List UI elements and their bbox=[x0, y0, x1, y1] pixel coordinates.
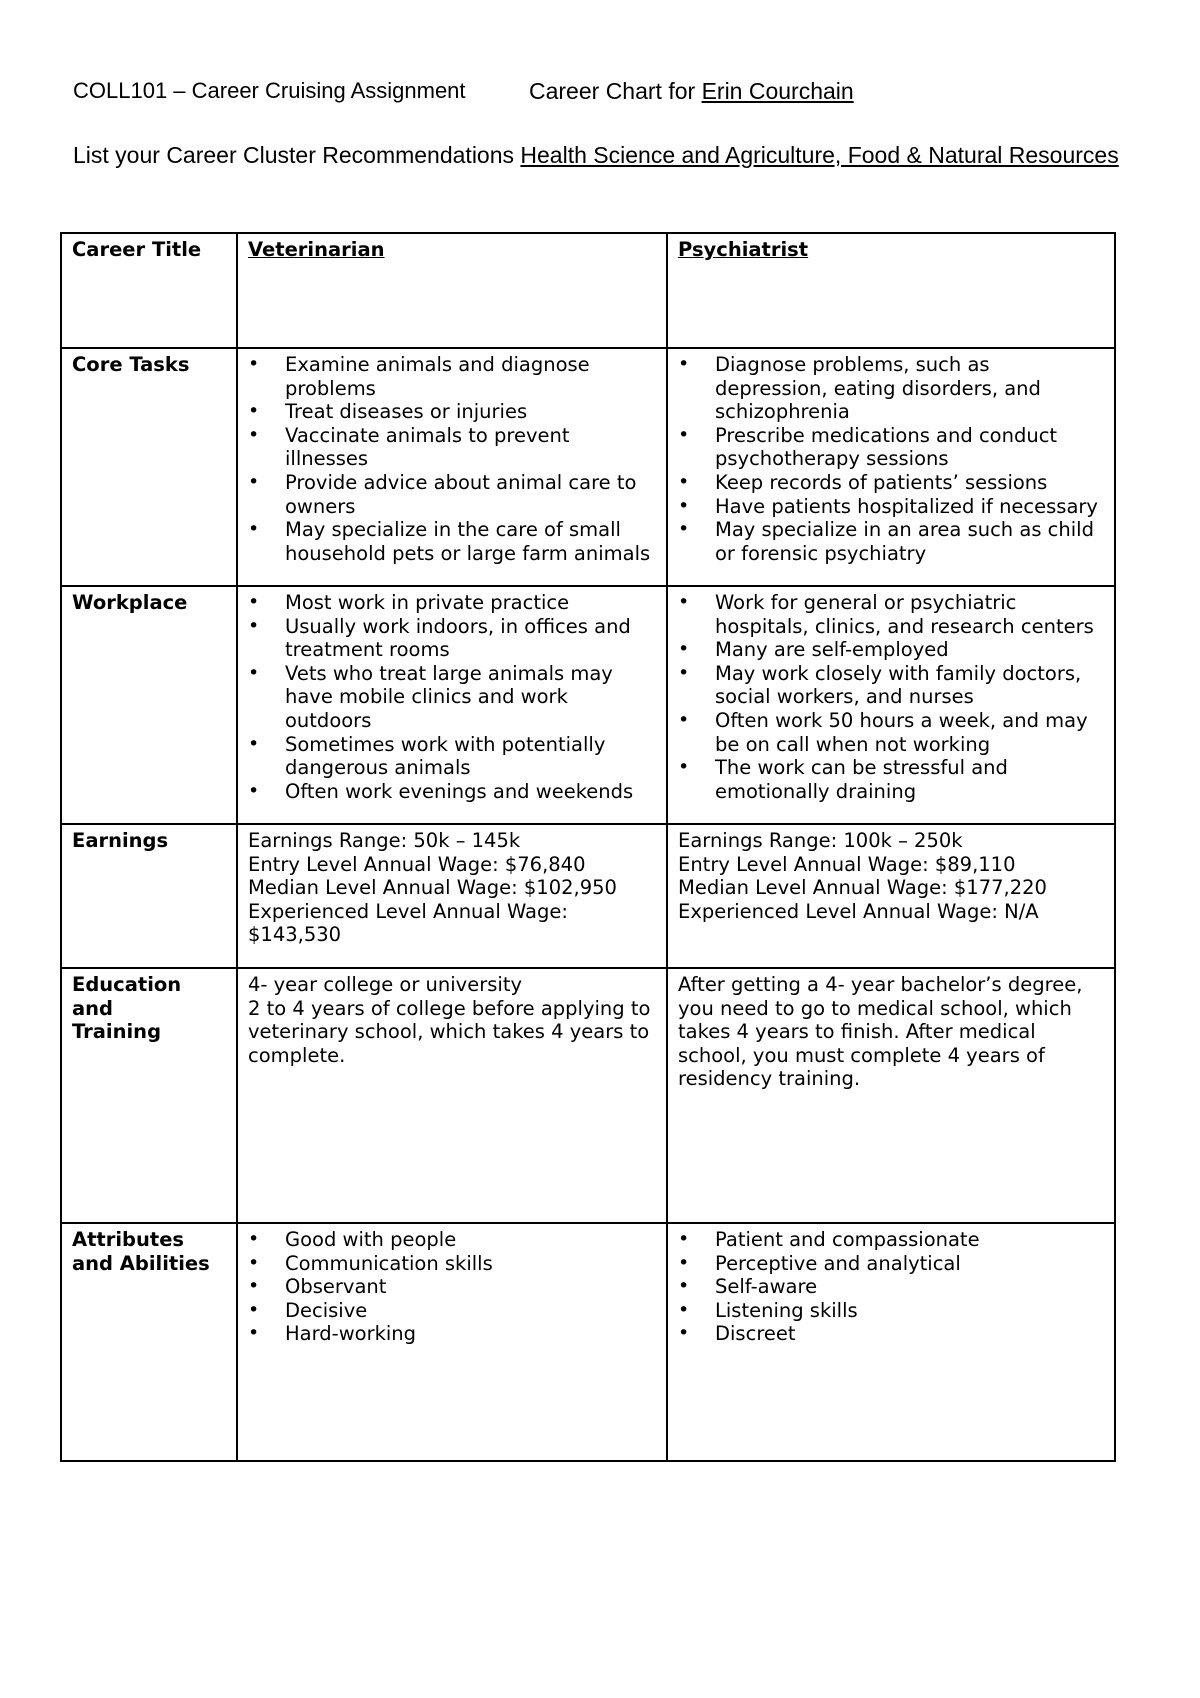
row-core-tasks bbox=[61, 348, 1115, 586]
education-line: 2 to 4 years of college before applying to veterinary school, which takes 4 years to complete. bbox=[248, 996, 651, 1067]
row-earnings bbox=[61, 824, 1115, 968]
core-task-item: • Treat diseases or injuries bbox=[248, 400, 656, 424]
core-task-item: • May specialize in the care of small household pets or large farm animals bbox=[248, 518, 656, 565]
workplace-item: • Work for general or psychiatric hospitals, clinics, and research centers bbox=[678, 591, 1104, 638]
course-title: COLL101 – Career Cruising Assignment bbox=[73, 78, 466, 103]
student-name: Erin Courchain bbox=[701, 78, 854, 104]
core-tasks-veterinarian bbox=[237, 348, 667, 586]
row-career-title bbox=[61, 233, 1115, 348]
core-task-item: • Vaccinate animals to prevent illnesses bbox=[248, 424, 656, 471]
row-label-workplace: Workplace bbox=[61, 586, 237, 824]
attribute-item: • Communication skills bbox=[248, 1252, 656, 1276]
core-task-item: • Prescribe medications and conduct psychotherapy sessions bbox=[678, 424, 1104, 471]
attributes-psychiatrist bbox=[667, 1223, 1115, 1461]
education-psychiatrist bbox=[667, 968, 1115, 1223]
row-education bbox=[61, 968, 1115, 1223]
workplace-item: • Vets who treat large animals may have mobile clinics and work outdoors bbox=[248, 662, 656, 733]
workplace-item: • May work closely with family doctors, social workers, and nurses bbox=[678, 662, 1104, 709]
attribute-item: • Self-aware bbox=[678, 1275, 1104, 1299]
earnings-line: Median Level Annual Wage: $177,220 bbox=[678, 876, 1047, 900]
education-line: 4- year college or university bbox=[248, 973, 522, 996]
earnings-line: Experienced Level Annual Wage: N/A bbox=[678, 899, 1039, 923]
core-task-item: • Diagnose problems, such as depression, eating disorders, and schizophrenia bbox=[678, 353, 1104, 424]
workplace-veterinarian bbox=[237, 586, 667, 824]
row-workplace bbox=[61, 586, 1115, 824]
attribute-item: • Discreet bbox=[678, 1322, 1104, 1346]
attribute-item: • Perceptive and analytical bbox=[678, 1252, 1104, 1276]
education-line: After getting a 4- year bachelor’s degree, you need to go to medical school, which takes 4 years to finish. After medical school, you must complete 4 years of residency training. bbox=[678, 973, 1083, 1091]
workplace-item: • Often work evenings and weekends bbox=[248, 780, 656, 804]
education-veterinarian bbox=[237, 968, 667, 1223]
workplace-item: • Usually work indoors, in offices and treatment rooms bbox=[248, 615, 656, 662]
career-cluster-line bbox=[73, 138, 1143, 173]
attributes-veterinarian bbox=[237, 1223, 667, 1461]
workplace-item: • Often work 50 hours a week, and may be on call when not working bbox=[678, 709, 1104, 756]
row-label-education: Education and Training bbox=[61, 968, 237, 1223]
row-label-career-title: Career Title bbox=[61, 233, 237, 348]
earnings-line: Median Level Annual Wage: $102,950 bbox=[248, 876, 617, 900]
career-title-veterinarian: Veterinarian bbox=[237, 233, 667, 348]
core-task-item: • Keep records of patients’ sessions bbox=[678, 471, 1104, 495]
core-task-item: • Provide advice about animal care to owners bbox=[248, 471, 656, 518]
earnings-line: Experienced Level Annual Wage: $143,530 bbox=[248, 899, 568, 947]
career-title-psychiatrist: Psychiatrist bbox=[667, 233, 1115, 348]
core-tasks-psychiatrist bbox=[667, 348, 1115, 586]
earnings-line: Entry Level Annual Wage: $76,840 bbox=[248, 852, 586, 876]
row-label-attributes: Attributes and Abilities bbox=[61, 1223, 237, 1461]
cluster-label: List your Career Cluster Recommendations bbox=[73, 142, 521, 168]
attribute-item: • Good with people bbox=[248, 1228, 656, 1252]
earnings-veterinarian bbox=[237, 824, 667, 968]
row-label-core-tasks: Core Tasks bbox=[61, 348, 237, 586]
career-chart-table bbox=[60, 232, 1116, 1462]
cluster-value: Health Science and Agriculture, Food & Natural Resources bbox=[520, 142, 1119, 168]
core-task-item: • Examine animals and diagnose problems bbox=[248, 353, 656, 400]
earnings-line: Earnings Range: 100k – 250k bbox=[678, 829, 963, 852]
earnings-psychiatrist bbox=[667, 824, 1115, 968]
chart-title-prefix: Career Chart for bbox=[529, 78, 702, 104]
attribute-item: • Listening skills bbox=[678, 1299, 1104, 1323]
core-task-item: • May specialize in an area such as child or forensic psychiatry bbox=[678, 518, 1104, 565]
workplace-psychiatrist bbox=[667, 586, 1115, 824]
workplace-item: • The work can be stressful and emotionally draining bbox=[678, 756, 1104, 803]
workplace-item: • Many are self-employed bbox=[678, 638, 1104, 662]
row-label-earnings: Earnings bbox=[61, 824, 237, 968]
earnings-line: Entry Level Annual Wage: $89,110 bbox=[678, 852, 1016, 876]
attribute-item: • Patient and compassionate bbox=[678, 1228, 1104, 1252]
attribute-item: • Observant bbox=[248, 1275, 656, 1299]
workplace-item: • Most work in private practice bbox=[248, 591, 656, 615]
attribute-item: • Hard-working bbox=[248, 1322, 656, 1346]
row-attributes bbox=[61, 1223, 1115, 1461]
earnings-line: Earnings Range: 50k – 145k bbox=[248, 829, 521, 852]
core-task-item: • Have patients hospitalized if necessary bbox=[678, 495, 1104, 519]
workplace-item: • Sometimes work with potentially dangerous animals bbox=[248, 733, 656, 780]
attribute-item: • Decisive bbox=[248, 1299, 656, 1323]
chart-title bbox=[529, 78, 854, 105]
